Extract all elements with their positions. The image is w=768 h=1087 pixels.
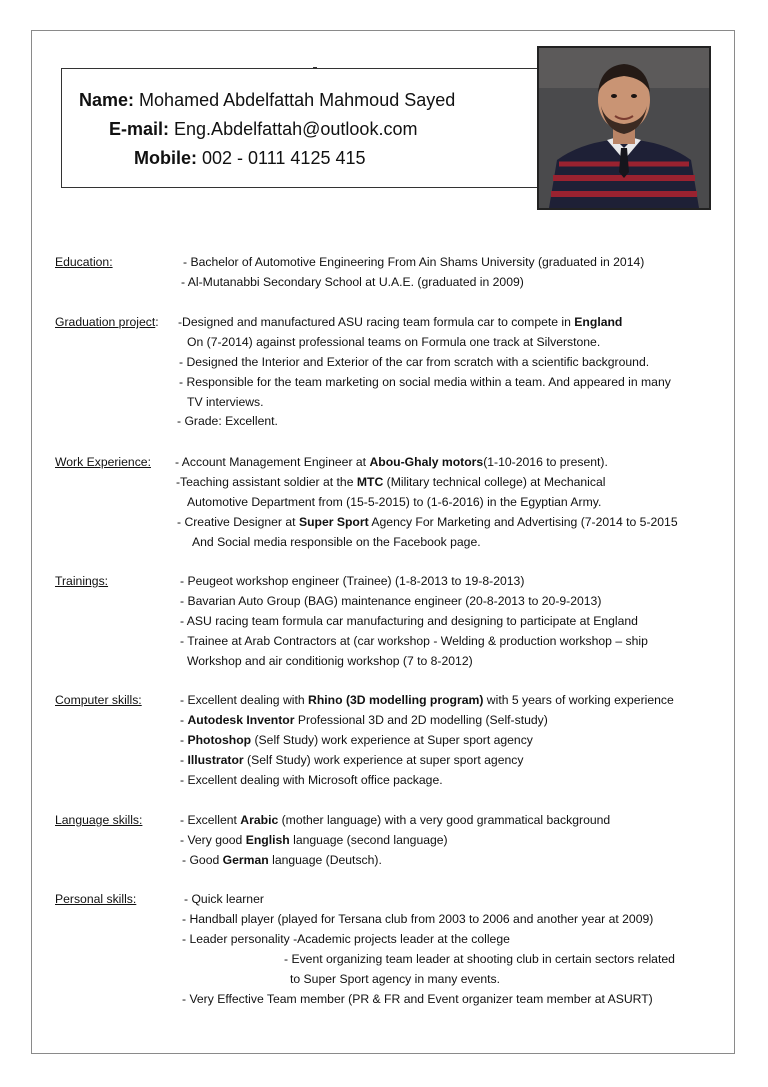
email-value: Eng.Abdelfattah@outlook.com — [174, 119, 418, 139]
graduation-line-6: - Grade: Excellent. — [177, 414, 278, 428]
training-line-3: - ASU racing team formula car manufacturing and designing to participate at England — [180, 614, 638, 628]
name-value: Mohamed Abdelfattah Mahmoud Sayed — [139, 90, 456, 110]
education-line-2: - Al-Mutanabbi Secondary School at U.A.E. (graduated in 2009) — [181, 275, 524, 289]
personal-line-4: - Event organizing team leader at shooting club in certain sectors related — [284, 952, 675, 966]
work-line-2: -Teaching assistant soldier at the MTC (Military technical college) at Mechanical — [176, 475, 606, 489]
education-line-1: - Bachelor of Automotive Engineering From Ain Shams University (graduated in 2014) — [183, 255, 645, 269]
work-line-1: - Account Management Engineer at Abou-Ghaly motors(1-10-2016 to present). — [175, 455, 608, 469]
training-line-2: - Bavarian Auto Group (BAG) maintenance engineer (20-8-2013 to 20-9-2013) — [180, 594, 602, 608]
computer-line-1: - Excellent dealing with Rhino (3D modelling program) with 5 years of working experience — [180, 693, 674, 707]
graduation-line-5: TV interviews. — [187, 395, 264, 409]
section-label-computer-skills: Computer skills: — [55, 693, 142, 707]
profile-photo — [537, 46, 711, 210]
work-line-5: And Social media responsible on the Facebook page. — [192, 535, 481, 549]
graduation-line-4: - Responsible for the team marketing on social media within a team. And appeared in many — [179, 375, 671, 389]
email-line — [109, 119, 417, 140]
section-label-trainings: Trainings: — [55, 574, 109, 588]
section-label-personal-skills: Personal skills: — [55, 892, 137, 906]
section-label-education: Education: — [55, 255, 113, 269]
section-label-graduation-project: Graduation project: — [55, 315, 159, 329]
personal-line-2: - Handball player (played for Tersana club from 2003 to 2006 and another year at 2009) — [182, 912, 654, 926]
personal-line-6: - Very Effective Team member (PR & FR and Event organizer team member at ASURT) — [182, 992, 653, 1006]
personal-line-3: - Leader personality -Academic projects leader at the college — [182, 932, 510, 946]
computer-line-5: - Excellent dealing with Microsoft office package. — [180, 773, 443, 787]
section-label-work-experience: Work Experience: — [55, 455, 151, 469]
training-line-4: - Trainee at Arab Contractors at (car workshop - Welding & production workshop – ship — [180, 634, 648, 648]
personal-line-5: to Super Sport agency in many events. — [290, 972, 501, 986]
language-line-2: - Very good English language (second language) — [180, 833, 448, 847]
training-line-5: Workshop and air conditionig workshop (7 to 8-2012) — [187, 654, 473, 668]
graduation-line-2: On (7-2014) against professional teams on Formula one track at Silverstone. — [187, 335, 601, 349]
graduation-line-3: - Designed the Interior and Exterior of the car from scratch with a scientific background. — [179, 355, 650, 369]
training-line-1: - Peugeot workshop engineer (Trainee) (1-8-2013 to 19-8-2013) — [180, 574, 525, 588]
language-line-3: - Good German language (Deutsch). — [182, 853, 382, 867]
header-tick-mark — [313, 67, 317, 69]
personal-line-1: - Quick learner — [184, 892, 264, 906]
portrait-illustration — [539, 48, 709, 208]
mobile-value: 002 - 0111 4125 415 — [202, 148, 366, 168]
computer-line-2: - Autodesk Inventor Professional 3D and 2D modelling (Self-study) — [180, 713, 548, 727]
work-line-3: Automotive Department from (15-5-2015) to (1-6-2016) in the Egyptian Army. — [187, 495, 602, 509]
mobile-line — [134, 148, 366, 169]
email-label: E-mail: — [109, 119, 170, 139]
computer-line-4: - Illustrator (Self Study) work experience at super sport agency — [180, 753, 524, 767]
mobile-label: Mobile: — [134, 148, 197, 168]
language-line-1: - Excellent Arabic (mother language) with a very good grammatical background — [180, 813, 611, 827]
name-line — [79, 90, 455, 111]
section-label-language-skills: Language skills: — [55, 813, 143, 827]
graduation-line-1: -Designed and manufactured ASU racing team formula car to compete in England — [178, 315, 623, 329]
computer-line-3: - Photoshop (Self Study) work experience at Super sport agency — [180, 733, 533, 747]
work-line-4: - Creative Designer at Super Sport Agency For Marketing and Advertising (7-2014 to 5-2015 — [177, 515, 678, 529]
name-label: Name: — [79, 90, 135, 110]
